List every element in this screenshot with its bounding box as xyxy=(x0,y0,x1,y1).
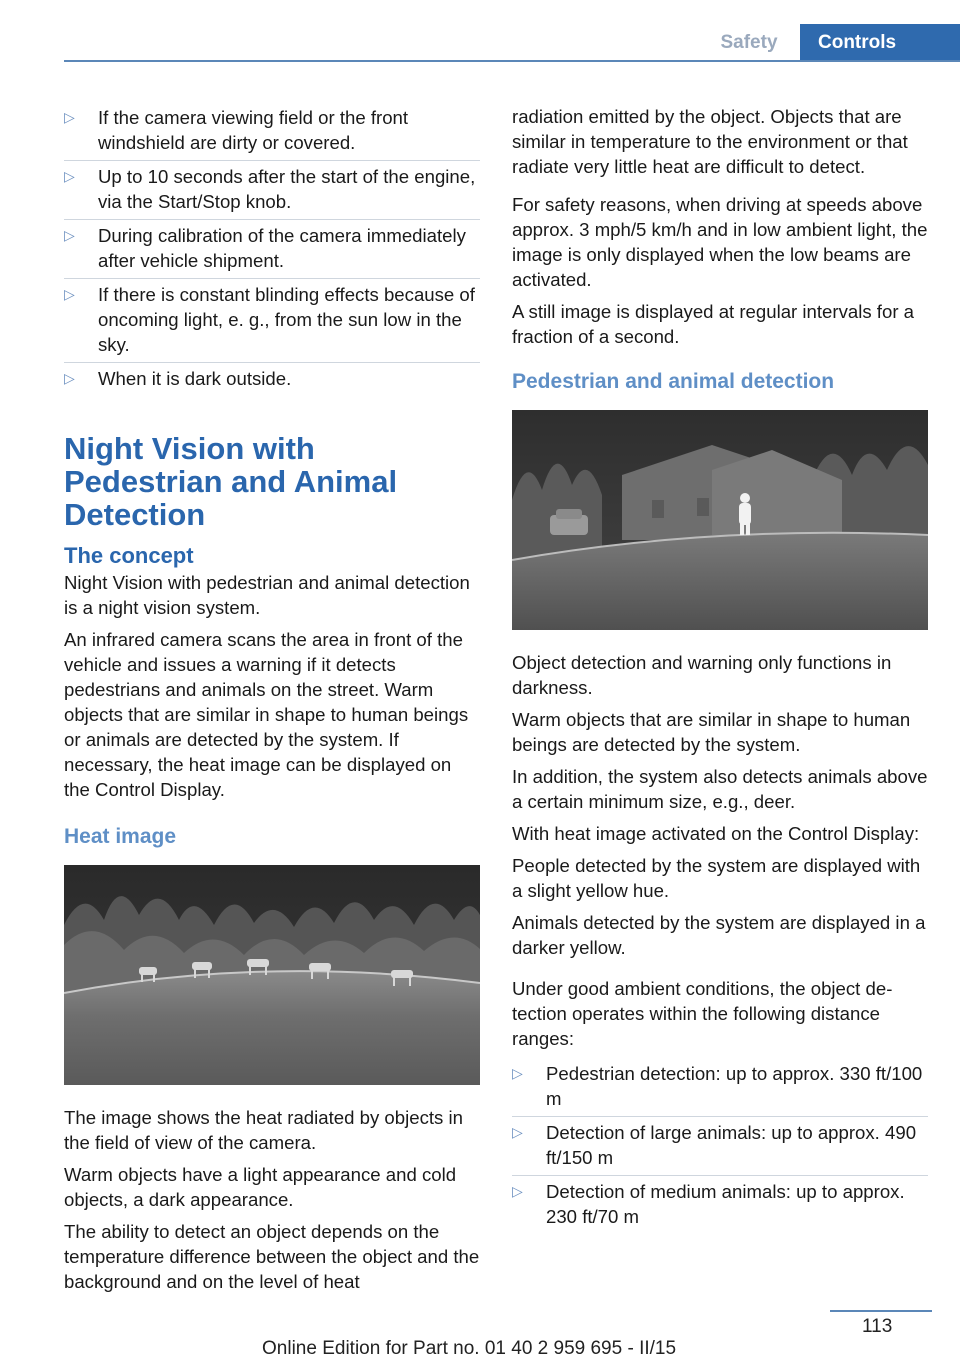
heat-image-heading: Heat image xyxy=(64,825,177,848)
edition-line: Online Edition for Part no. 01 40 2 959 695 - II/15 xyxy=(262,1338,677,1359)
heat-paragraph: Warm objects have a light appearance and cold objects, a dark appearance. xyxy=(64,1164,457,1210)
left-column xyxy=(64,102,480,1301)
list-item: ▷ Detection of medium animals: up to approx. 230 ft/70 m xyxy=(512,1175,928,1234)
bullet-arrow-icon xyxy=(512,1061,534,1086)
detection-heading: Pedestrian and animal detection xyxy=(512,370,835,393)
page-number: 113 xyxy=(862,1316,893,1337)
list-item: ▷ Up to 10 seconds after the start of the engine, via the Start/Stop knob. xyxy=(64,160,480,219)
detection-paragraph: Object detection and warning only functions in darkness. xyxy=(512,652,892,698)
list-item: ▷ When it is dark outside. xyxy=(64,362,480,396)
list-item: ▷ Pedestrian detection: up to approx. 330 ft/100 m xyxy=(512,1058,928,1116)
section-tab-safety: Safety xyxy=(720,32,778,53)
body-paragraph: For safety reasons, when driving at speeds above approx. 3 mph/5 km/h and in low ambient light, the image is only displayed when the low beams are activated. xyxy=(512,194,928,290)
pedestrian-detection-figure xyxy=(512,410,928,630)
footer-rule xyxy=(830,1310,932,1312)
list-item: ▷ Detection of large animals: up to approx. 490 ft/150 m xyxy=(512,1116,928,1175)
detection-paragraph: With heat image activated on the Control Display: xyxy=(512,823,920,844)
page-header xyxy=(64,24,960,62)
heat-paragraph: The ability to detect an object depends on the temperature difference between the object and the background and on the level of heat xyxy=(64,1221,480,1292)
bullet-arrow-icon xyxy=(64,282,86,307)
chapter-tab-controls: Controls xyxy=(800,24,960,62)
concept-heading: The concept xyxy=(64,543,194,568)
heat-paragraph: The image shows the heat radiated by objects in the field of view of the camera. xyxy=(64,1107,463,1153)
right-column xyxy=(512,104,928,1234)
bullet-arrow-icon xyxy=(512,1179,534,1204)
concept-paragraph: An infrared camera scans the area in front of the vehicle and issues a warning if it detects pedestrians and animals on the street. Warm objects that are similar in shape to human beings or animals are detected by the system. If necessary, the heat image can be displayed on the Control Display. xyxy=(64,629,469,800)
detection-paragraph: People detected by the system are displayed with a slight yellow hue. xyxy=(512,855,921,901)
section-title: Night Vision with Pedestrian and Animal Detection xyxy=(64,431,398,532)
ranges-list xyxy=(512,1058,928,1234)
list-item: ▷ If the camera viewing field or the front windshield are dirty or covered. xyxy=(64,102,480,160)
detection-paragraph: In addition, the system also detects animals above a certain minimum size, e.g., deer. xyxy=(512,766,928,812)
bullet-arrow-icon xyxy=(64,105,86,130)
bullet-arrow-icon xyxy=(64,164,86,189)
heat-image-figure xyxy=(64,865,480,1085)
detection-paragraph: Animals detected by the system are displayed in a darker yellow. xyxy=(512,912,926,958)
bullet-arrow-icon xyxy=(64,223,86,248)
concept-paragraph: Night Vision with pedestrian and animal detection is a night vision system. xyxy=(64,572,470,618)
bullet-arrow-icon xyxy=(64,366,86,391)
bullet-arrow-icon xyxy=(512,1120,534,1145)
ranges-intro: Under good ambient conditions, the object detection operates within the following distance ranges: xyxy=(512,978,893,1049)
list-item: ▷ During calibration of the camera immediately after vehicle shipment. xyxy=(64,219,480,278)
conditions-list xyxy=(64,102,480,396)
header-rule xyxy=(64,60,960,62)
list-item: ▷ If there is constant blinding effects because of oncoming light, e. g., from the sun low in the sky. xyxy=(64,278,480,362)
detection-paragraph: Warm objects that are similar in shape to human beings are detected by the system. xyxy=(512,709,911,755)
body-paragraph: radiation emitted by the object. Objects that are similar in temperature to the environment or that radiate very little heat are difficult to detect. xyxy=(512,106,908,177)
body-paragraph: A still image is displayed at regular intervals for a fraction of a second. xyxy=(512,301,915,347)
